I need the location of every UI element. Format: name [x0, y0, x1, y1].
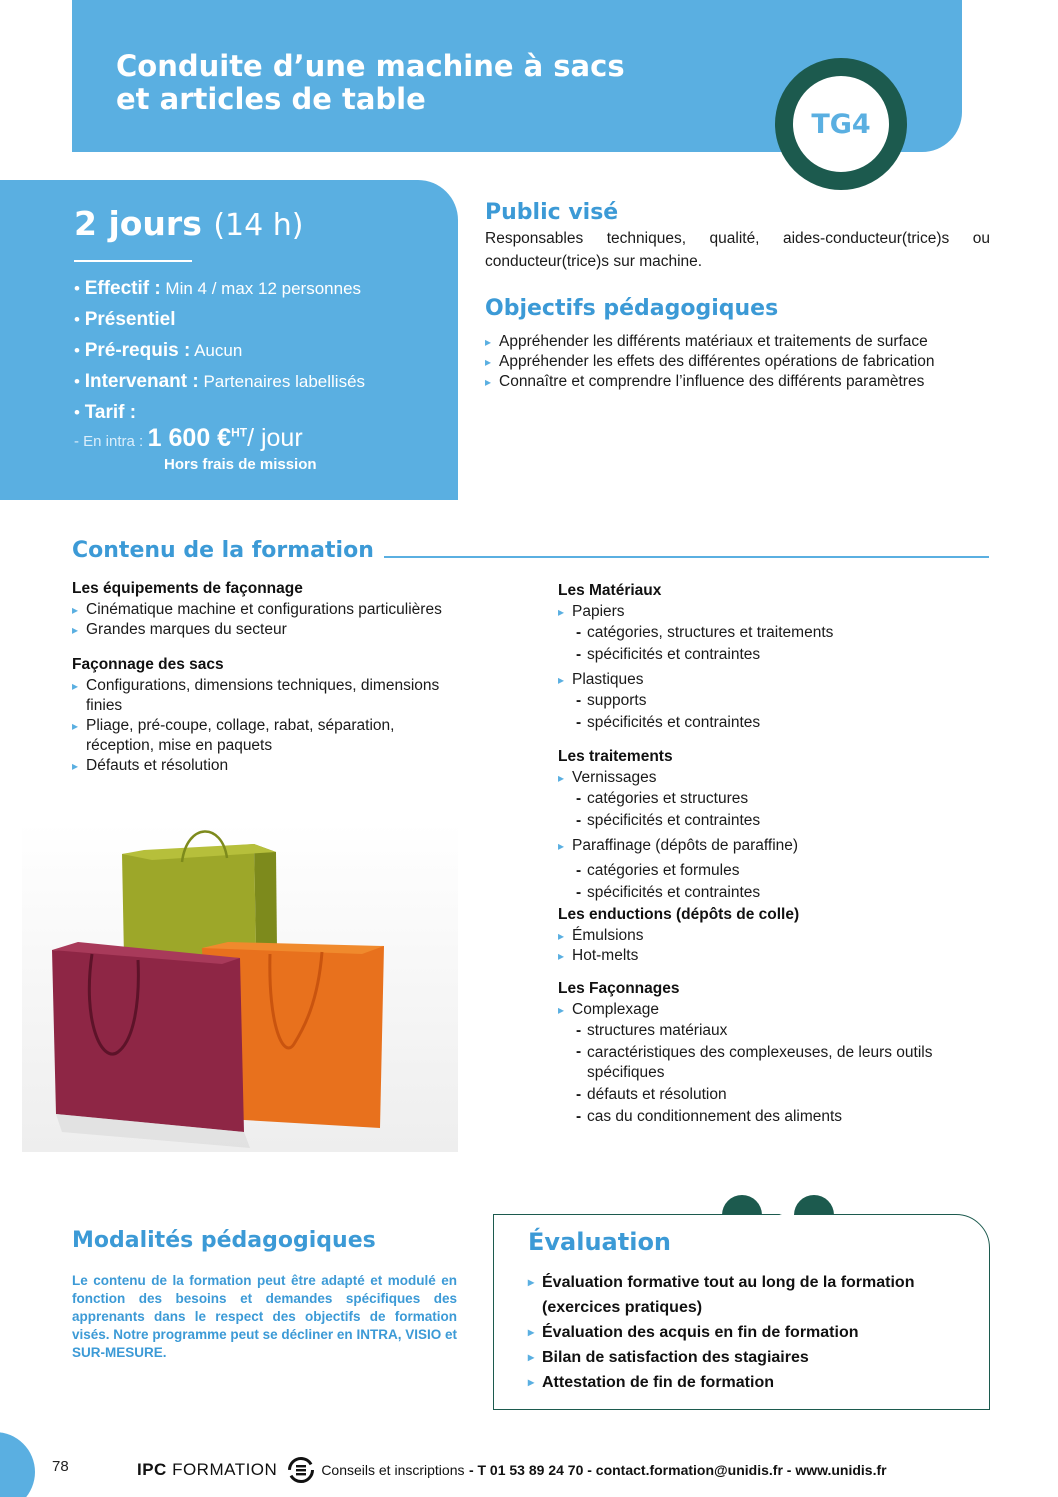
evaluation-title: Évaluation: [528, 1228, 672, 1256]
sub-list: [558, 1020, 990, 1128]
sub-item: - catégories et formules: [576, 860, 990, 882]
brand-formation: FORMATION: [172, 1460, 278, 1479]
public-text: Responsables techniques, qualité, aides-conducteur(trice)s ou conducteur(trice)s sur machine.: [485, 230, 990, 270]
sub-item: - structures matériaux: [576, 1020, 990, 1042]
duration-divider: [74, 260, 192, 262]
price-row: [74, 424, 303, 453]
sub-list: [558, 788, 990, 832]
price-tax: HT: [231, 425, 248, 440]
objectives-title: Objectifs pédagogiques: [485, 296, 779, 321]
section-heading: Les Matériaux: [558, 582, 662, 599]
list-item: ▸ Vernissages: [558, 768, 990, 788]
info-label: Tarif :: [84, 402, 137, 423]
sub-item: - supports: [576, 690, 990, 712]
list-item: ▸ Évaluation formative tout au long de la formation (exercices pratiques): [528, 1270, 983, 1320]
list-item: ▸ Évaluation des acquis en fin de formation: [528, 1320, 983, 1345]
content-divider: [384, 556, 989, 558]
list-item: ▸ Plastiques: [558, 670, 990, 690]
info-label: Intervenant :: [84, 371, 199, 392]
list-item: ▸ Hot-melts: [558, 946, 990, 966]
content-right-column: [558, 580, 990, 1128]
info-tarif: • Tarif :: [74, 402, 137, 423]
sub-item: - catégories, structures et traitements: [576, 622, 990, 644]
sub-item: - spécificités et contraintes: [576, 810, 990, 832]
list-item: ▸ Émulsions: [558, 926, 990, 946]
list-item: ▸ Pliage, pré-coupe, collage, rabat, séparation, réception, mise en paquets: [72, 716, 462, 756]
section-heading: Les équipements de façonnage: [72, 580, 303, 597]
info-effectif: • Effectif : Min 4 / max 12 personnes: [74, 278, 362, 299]
brand-ipc: IPC: [137, 1460, 167, 1479]
content-left-column: [72, 578, 462, 776]
section-heading: Façonnage des sacs: [72, 656, 224, 673]
intra-label: - En intra :: [74, 433, 144, 450]
duration-days: 2 jours: [74, 204, 202, 243]
list-item: ▸ Connaître et comprendre l’influence des différents paramètres: [485, 372, 990, 392]
info-intervenant: • Intervenant : Partenaires labellisés: [74, 371, 366, 392]
sub-list: [558, 690, 990, 734]
list-item: ▸ Complexage: [558, 1000, 990, 1020]
info-value: Aucun: [194, 341, 243, 360]
ipc-logo-icon: [287, 1456, 315, 1484]
list-item: ▸ Appréhender les différents matériaux et traitements de surface: [485, 332, 990, 352]
info-presentiel: • Présentiel: [74, 309, 176, 330]
page-corner-decoration: [0, 1432, 35, 1497]
info-value: Min 4 / max 12 personnes: [165, 279, 362, 298]
title-line-2: et articles de table: [116, 82, 426, 116]
section-heading: Les enductions (dépôts de colle): [558, 906, 800, 923]
section-heading: Les traitements: [558, 748, 673, 765]
modalities-title: Modalités pédagogiques: [72, 1228, 376, 1253]
course-code-badge: [775, 58, 907, 190]
price-note: Hors frais de mission: [164, 456, 317, 473]
footer-conseils: Conseils et inscriptions: [321, 1462, 465, 1478]
course-code: TG4: [811, 108, 871, 140]
footer-contact: - T 01 53 89 24 70 - contact.formation@unidis.fr - www.unidis.fr: [468, 1462, 887, 1478]
sub-item: - caractéristiques des complexeuses, de leurs outils spécifiques: [576, 1042, 990, 1084]
wave-decoration: [718, 1193, 858, 1235]
list-item: ▸ Défauts et résolution: [72, 756, 462, 776]
price-value: [148, 424, 247, 452]
list-item: ▸ Paraffinage (dépôts de paraffine): [558, 836, 990, 856]
evaluation-list: [528, 1270, 983, 1395]
sub-list: [558, 622, 990, 666]
duration: [74, 204, 303, 243]
sub-item: - cas du conditionnement des aliments: [576, 1106, 990, 1128]
sub-item: - spécificités et contraintes: [576, 644, 990, 666]
list-item: ▸ Papiers: [558, 602, 990, 622]
page-number: 78: [52, 1458, 69, 1475]
info-label: Effectif :: [84, 278, 161, 299]
title-line-1: Conduite d’une machine à sacs: [116, 49, 625, 83]
public-title: Public visé: [485, 200, 619, 225]
sub-item: - catégories et structures: [576, 788, 990, 810]
list-item: ▸ Bilan de satisfaction des stagiaires: [528, 1345, 983, 1370]
sub-item: - défauts et résolution: [576, 1084, 990, 1106]
list-item: ▸ Configurations, dimensions techniques, dimensions finies: [72, 676, 462, 716]
content-title: Contenu de la formation: [72, 538, 374, 563]
sub-list: [558, 860, 990, 904]
price-amount: 1 600 €: [147, 424, 232, 452]
section-heading: Les Façonnages: [558, 980, 680, 997]
list-item: ▸ Cinématique machine et configurations particulières: [72, 600, 462, 620]
list-item: ▸ Grandes marques du secteur: [72, 620, 462, 640]
info-label: Pré-requis :: [84, 340, 191, 361]
price-unit: / jour: [247, 424, 303, 452]
info-prerequis: • Pré-requis : Aucun: [74, 340, 243, 361]
objectives-list: [485, 332, 990, 392]
brand-name: [137, 1460, 277, 1480]
list-item: ▸ Attestation de fin de formation: [528, 1370, 983, 1395]
list-item: ▸ Appréhender les effets des différentes opérations de fabrication: [485, 352, 990, 372]
info-label: Présentiel: [84, 309, 176, 330]
shopping-bags-image: [22, 822, 458, 1152]
info-box: [0, 180, 458, 500]
page-title: [116, 50, 676, 116]
sub-item: - spécificités et contraintes: [576, 712, 990, 734]
sub-item: - spécificités et contraintes: [576, 882, 990, 904]
duration-hours: (14 h): [213, 208, 304, 243]
info-value: Partenaires labellisés: [203, 372, 366, 391]
footer: [137, 1456, 887, 1484]
modalities-text: Le contenu de la formation peut être adapté et modulé en fonction des besoins et demandes spécifiques des apprenants dans le respect des objectifs de formation visés. Notre programme peut se décliner en INTRA, VISIO et SUR-MESURE.: [72, 1273, 457, 1360]
